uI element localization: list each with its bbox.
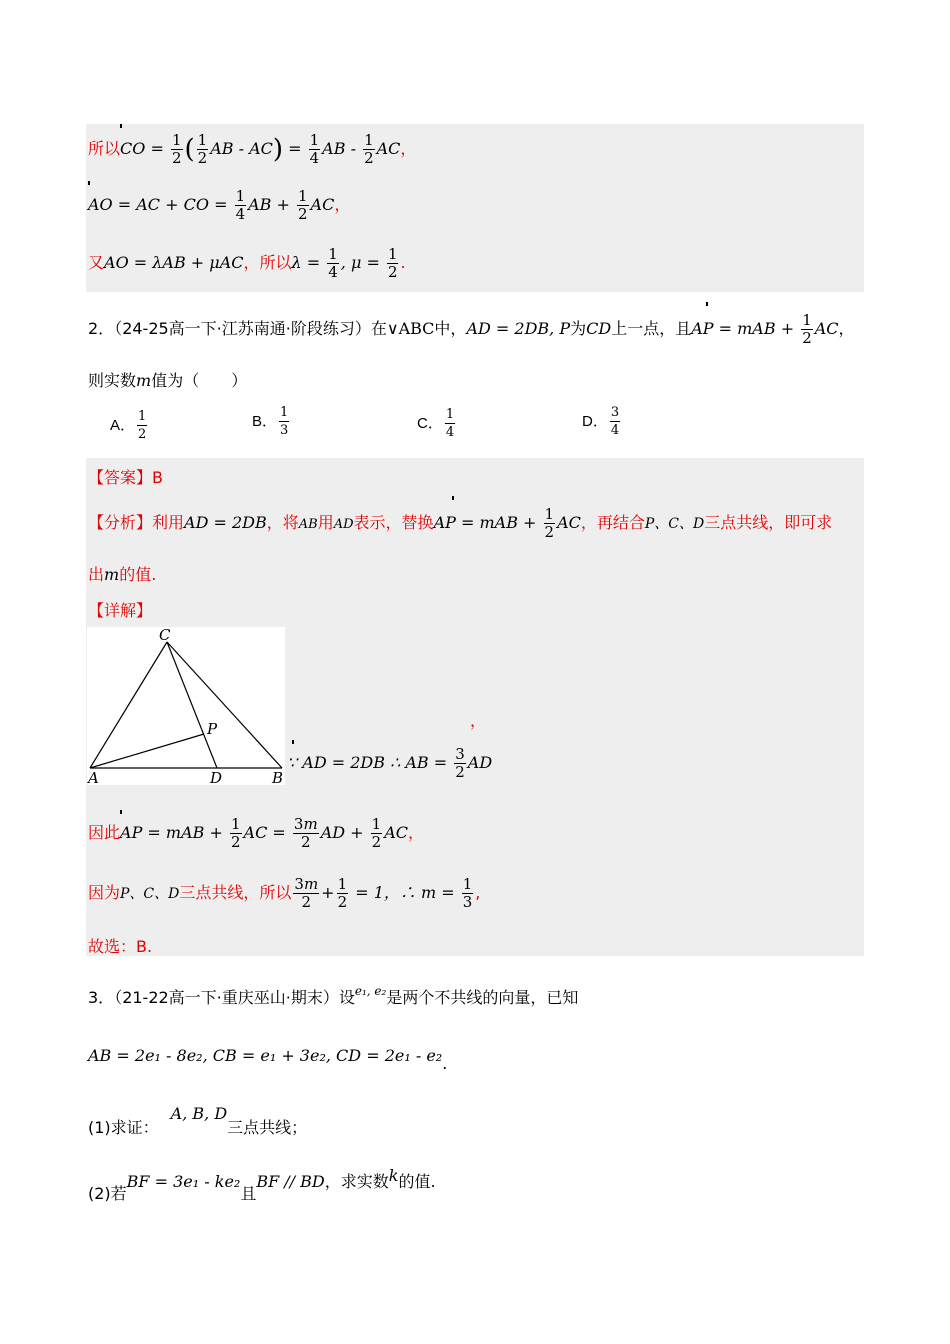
block1-line3: 又AO = λAB + μAC，所以λ = $\frac{1}{4}$ , μ = $\frac{1}{2}$ . xyxy=(88,245,406,281)
option-c[interactable]: C． $\frac{1}{4}$ xyxy=(417,407,455,440)
question-3-stem: 3．（21-22高一下·重庆巫山·期末）设$^{e_1, e_2}$是两个不共线的向量，已知 xyxy=(88,984,579,1007)
detail-comma: ， xyxy=(470,711,487,730)
detail-label: 【详解】 xyxy=(88,601,153,620)
question-2-line2: 则实数m值为（ ） xyxy=(88,371,248,390)
block1-line1: 所以CO = $\frac{1}{2}$ ( $\frac{1}{2}$ AB - AC) = $\frac{1}{4}$ AB - $\frac{1}{2}$ AC， xyxy=(88,131,417,167)
figure-background xyxy=(87,627,285,785)
analysis-line2: 出m的值. xyxy=(88,565,157,584)
analysis-line1: 【分析】利用AD = 2DB，将AB用AD表示，替换AP = mAB + $\frac{1}{2}$ AC，再结合P、C、D三点共线，即可求 xyxy=(88,505,833,541)
answer-label: 【答案】B xyxy=(88,468,163,487)
question-3-part2: (2)若BF = 3e₁ - ke₂且BF // BD，求实数k的值. xyxy=(88,1166,436,1203)
option-a[interactable]: A． $\frac{1}{2}$ xyxy=(110,409,147,442)
label-d: D xyxy=(210,769,223,785)
detail-line2: 因为P、C、D三点共线，所以 $\frac{3m}{2}$ + $\frac{1}{2}$ = 1，∴ m = $\frac{1}{3}$ , xyxy=(88,875,481,911)
block1-line2: AO = AC + CO = $\frac{1}{4}$ AB + $\frac{1}{2}$ AC， xyxy=(88,187,351,223)
question-2-stem: 2．（24-25高一下·江苏南通·阶段练习）在∨ABC中，AD = 2DB, P为CD上一点，且AP = mAB + $\frac{1}{2}$ AC， xyxy=(88,311,855,347)
label-p: P xyxy=(207,720,218,738)
option-b[interactable]: B． $\frac{1}{3}$ xyxy=(252,405,289,438)
option-d[interactable]: D． $\frac{3}{4}$ xyxy=(582,405,620,438)
label-c: C xyxy=(159,627,171,644)
triangle-figure xyxy=(87,627,285,785)
detail-line1: 因此AP = mAB + $\frac{1}{2}$ AC = $\frac{3m}{2}$ AD + $\frac{1}{2}$ AC， xyxy=(88,815,425,851)
label-b: B xyxy=(272,769,284,785)
question-3-given: AB = 2e₁ - 8e₂, CB = e₁ + 3e₂, CD = 2e₁ - e₂. xyxy=(88,1046,448,1073)
label-a: A xyxy=(88,769,99,785)
question-3-part1: (1)求证：A, B, D三点共线； xyxy=(88,1104,308,1137)
detail-because-line: ∵ AD = 2DB ∴ AB = $\frac{3}{2}$ AD xyxy=(287,745,493,781)
conclusion: 故选：B. xyxy=(88,937,153,956)
